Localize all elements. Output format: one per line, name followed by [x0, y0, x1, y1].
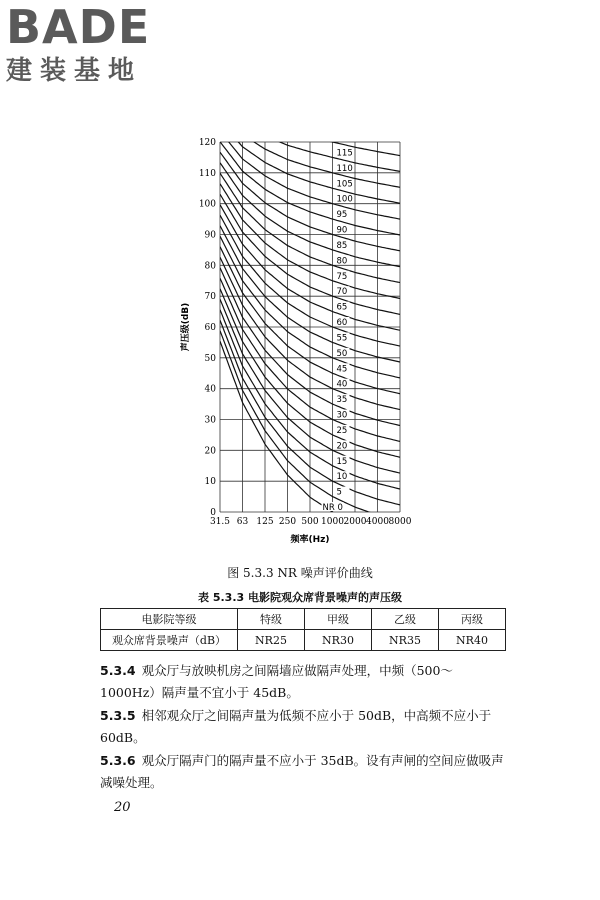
- y-tick-label: 0: [210, 508, 216, 518]
- table-row-label: 观众席背景噪声（dB）: [101, 630, 238, 651]
- logo-subtitle: 建装基地: [6, 56, 143, 86]
- clause-number: 5.3.5: [100, 708, 136, 723]
- x-tick-label: 31.5: [209, 517, 231, 527]
- curve-label: 50: [336, 348, 348, 359]
- curve-label: 5: [336, 487, 342, 498]
- curve-label: 35: [336, 395, 348, 406]
- table-header-cell: 丙级: [439, 609, 506, 630]
- x-tick-label: 2000: [343, 517, 367, 527]
- table-cell: NR40: [439, 630, 506, 651]
- x-tick-label: 8000: [388, 517, 412, 527]
- curve-label: 65: [336, 302, 348, 313]
- curve-label: 75: [336, 271, 348, 282]
- table-cell: NR35: [372, 630, 439, 651]
- y-tick-label: 90: [204, 230, 216, 241]
- clause-5-3-5: [100, 705, 508, 749]
- curve-label: 90: [336, 225, 348, 236]
- clause-text: 相邻观众厅之间隔声量为低频不应小于 50dB，中高频不应小于 60dB。: [100, 708, 492, 745]
- clause-text: 观众厅隔声门的隔声量不应小于 35dB。设有声闸的空间应做吸声减噪处理。: [100, 753, 504, 790]
- table-row: [101, 630, 506, 651]
- curve-label: 55: [336, 333, 348, 344]
- curve-label: 10: [336, 472, 348, 483]
- nr-curve-chart: [176, 132, 426, 556]
- x-tick-label: 63: [236, 517, 249, 527]
- x-tick-label: 4000: [366, 517, 389, 527]
- curve-label: 25: [336, 425, 348, 436]
- curve-label: 30: [336, 410, 348, 421]
- clause-number: 5.3.6: [100, 753, 136, 768]
- y-axis-title: 声压级(dB): [181, 302, 191, 352]
- y-tick-label: 80: [204, 261, 216, 272]
- noise-grade-table: [100, 608, 506, 651]
- curve-label: 110: [336, 163, 353, 174]
- clause-text: 观众厅与放映机房之间隔墙应做隔声处理，中频（500～1000Hz）隔声量不宜小于 45dB。: [100, 663, 453, 700]
- table-header-cell: 电影院等级: [101, 609, 238, 630]
- figure-caption: 图 5.3.3 NR 噪声评价曲线: [227, 566, 373, 580]
- y-tick-label: 30: [204, 415, 216, 426]
- clause-5-3-4: [100, 660, 508, 704]
- table-header-cell: 特级: [238, 609, 305, 630]
- curve-label: 60: [336, 318, 348, 328]
- y-tick-label: 110: [198, 168, 216, 179]
- clause-5-3-6: [100, 750, 508, 794]
- curve-label: 115: [336, 148, 353, 159]
- y-tick-label: 10: [204, 477, 216, 488]
- x-tick-label: 500: [301, 517, 319, 527]
- x-tick-label: 1000: [321, 517, 344, 527]
- table-cell: NR25: [238, 630, 305, 651]
- curve-label: NR 0: [322, 503, 343, 513]
- bade-logo: [6, 0, 176, 86]
- y-tick-label: 60: [204, 323, 216, 333]
- curve-label: 20: [336, 441, 348, 452]
- x-axis-title: 频率(Hz): [290, 535, 330, 545]
- y-tick-label: 40: [204, 384, 216, 395]
- curve-label: 105: [336, 179, 353, 190]
- curve-label: 45: [336, 364, 348, 375]
- curve-label: 85: [336, 240, 348, 251]
- logo-wordmark: BADE: [6, 0, 151, 54]
- y-tick-label: 70: [204, 292, 216, 303]
- y-tick-label: 20: [204, 446, 216, 457]
- curve-label: 80: [336, 256, 348, 267]
- x-tick-label: 125: [256, 517, 274, 527]
- y-tick-label: 50: [204, 353, 216, 364]
- curve-label: 70: [336, 287, 348, 298]
- curve-label: 100: [336, 194, 353, 205]
- curve-label: 15: [336, 456, 348, 467]
- table-caption: 表 5.3.3 电影院观众席背景噪声的声压级: [198, 591, 402, 604]
- table-cell: NR30: [305, 630, 372, 651]
- clause-number: 5.3.4: [100, 663, 136, 678]
- table-header-row: [101, 609, 506, 630]
- table-header-cell: 甲级: [305, 609, 372, 630]
- page-number: 20: [114, 800, 131, 815]
- y-tick-label: 100: [198, 199, 216, 210]
- curve-label: 40: [336, 379, 348, 390]
- y-tick-label: 120: [198, 138, 216, 148]
- x-tick-label: 250: [278, 517, 297, 527]
- curve-label: 95: [336, 210, 348, 221]
- table-header-cell: 乙级: [372, 609, 439, 630]
